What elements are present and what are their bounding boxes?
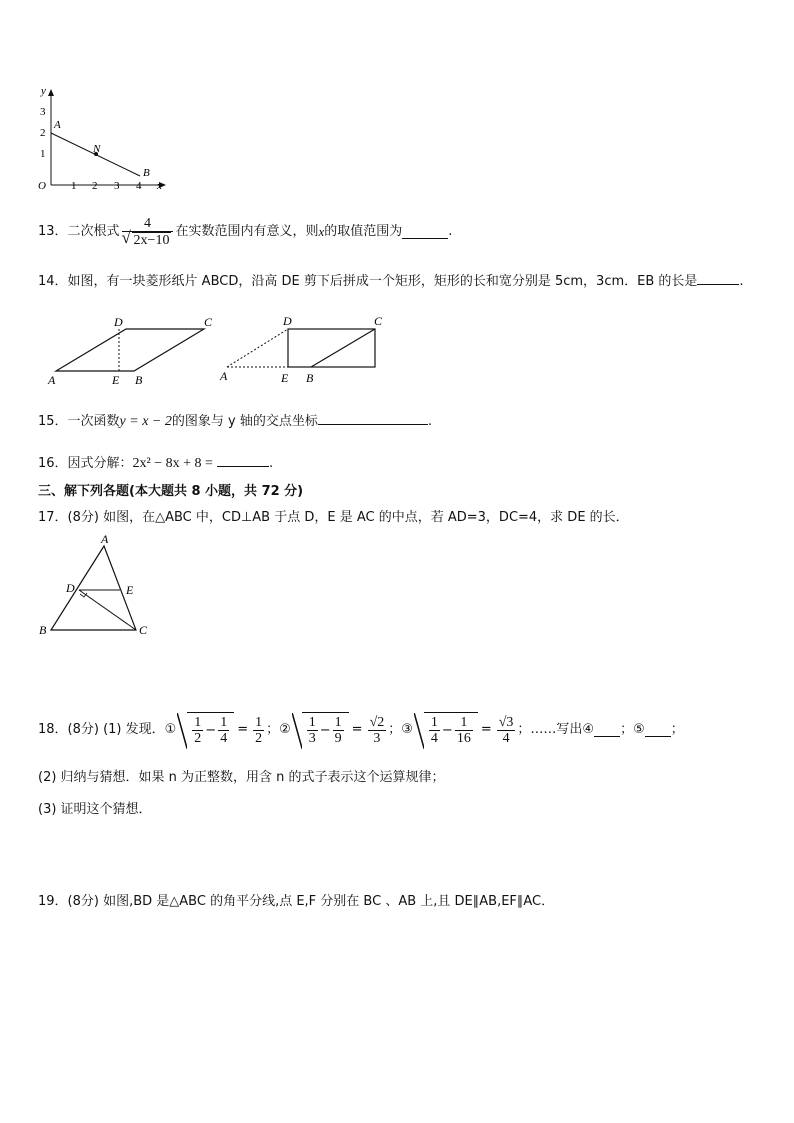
section-title: 三、解下列各题(本大题共 8 小题，共 72 分) — [38, 484, 304, 499]
coordinate-graph — [30, 82, 175, 194]
svg-text:C: C — [139, 623, 148, 637]
q18-expr-1: $\frac{1}{2}$ − $\frac{1}{4}$ — [187, 712, 234, 749]
y-tick: 1 — [40, 148, 46, 160]
q13-fraction: 4 √ 2x−10 — [122, 216, 174, 248]
q18-expr-3: $\frac{1}{4}$ − $\frac{1}{16}$ — [424, 712, 478, 749]
svg-text:A: A — [48, 373, 56, 387]
x-tick: 4 — [136, 180, 142, 192]
question-14: 14．如图，有一块菱形纸片 ABCD，沿高 DE 剪下后拼成一个矩形，矩形的长和宽分别是 5cm，3cm．EB 的长是 . — [38, 271, 744, 291]
q18-expr-2: $\frac{1}{3}$ − $\frac{1}{9}$ — [302, 712, 349, 749]
answer-blank[interactable] — [217, 453, 269, 467]
rhombus-figure — [44, 312, 224, 388]
svg-text:D: D — [283, 314, 292, 328]
y-axis-label: y — [41, 85, 46, 97]
q18-part3: (3) 证明这个猜想． — [38, 802, 152, 817]
svg-text:C: C — [204, 315, 213, 329]
question-15: 15．一次函数y = x − 2的图象与 y 轴的交点坐标 . — [38, 411, 432, 431]
question-17: 17．(8分) 如图，在△ABC 中，CD⊥AB 于点 D，E 是 AC 的中点，若 AD=3，DC=4，求 DE 的长． — [38, 510, 629, 525]
svg-text:B: B — [135, 373, 143, 387]
q13-text-end: 的取值范围为 — [324, 224, 403, 239]
q18-part2: (2) 归纳与猜想．如果 n 为正整数，用含 n 的式子表示这个运算规律； — [38, 770, 445, 785]
answer-blank[interactable] — [318, 411, 428, 425]
answer-blank-4[interactable] — [594, 723, 620, 737]
svg-text:A: A — [101, 532, 109, 546]
answer-blank[interactable] — [697, 271, 739, 285]
svg-text:D: D — [114, 315, 123, 329]
triangle-figure — [36, 532, 156, 640]
q13-var: x — [318, 224, 325, 239]
q13-text: 13．二次根式 — [38, 224, 120, 239]
svg-text:B: B — [39, 623, 47, 637]
svg-text:D: D — [66, 581, 75, 595]
x-tick: 1 — [71, 180, 77, 192]
question-18: 18．(8分) (1) 发现．① $\frac{1}{2}$ − $\frac{1}{4}$ = $\frac{1}{2}$ ；② $\frac{1}{3}$ − $\frac{1}{9}$ = $\frac{√2}{3}$ ；③ $\frac{1}{4}$ − $\frac{1}{16}$ = $\frac{√3}{4}$ ；……写出④ ；⑤ ； — [38, 708, 684, 752]
x-tick: 2 — [92, 180, 98, 192]
svg-text:E: E — [126, 583, 134, 597]
question-19: 19．(8分) 如图,BD 是△ABC 的角平分线,点 E,F 分别在 BC 、AB 上,且 DE∥AB,EF∥AC． — [38, 894, 555, 909]
point-label-n: N — [93, 143, 101, 155]
svg-text:A: A — [220, 369, 228, 383]
answer-blank-5[interactable] — [645, 723, 671, 737]
svg-text:B: B — [306, 371, 314, 385]
y-tick: 3 — [40, 106, 46, 118]
x-axis-label: x — [157, 180, 162, 192]
question-13: 13．二次根式 4 √ 2x−10 在实数范围内有意义，则 x 的取值范围为 . — [38, 213, 452, 251]
q13-text-mid: 在实数范围内有意义，则 — [175, 224, 319, 239]
point-label-b: B — [143, 167, 150, 179]
y-tick: 2 — [40, 127, 46, 139]
svg-text:C: C — [374, 314, 383, 328]
x-tick: 3 — [114, 180, 120, 192]
origin-label: O — [38, 180, 46, 192]
answer-blank[interactable] — [402, 225, 448, 239]
question-16: 16．因式分解：2x² − 8x + 8 = . — [38, 453, 273, 473]
svg-text:E: E — [112, 373, 120, 387]
svg-text:E: E — [281, 371, 289, 385]
point-label-a: A — [54, 119, 61, 131]
rectangle-figure — [215, 312, 390, 388]
